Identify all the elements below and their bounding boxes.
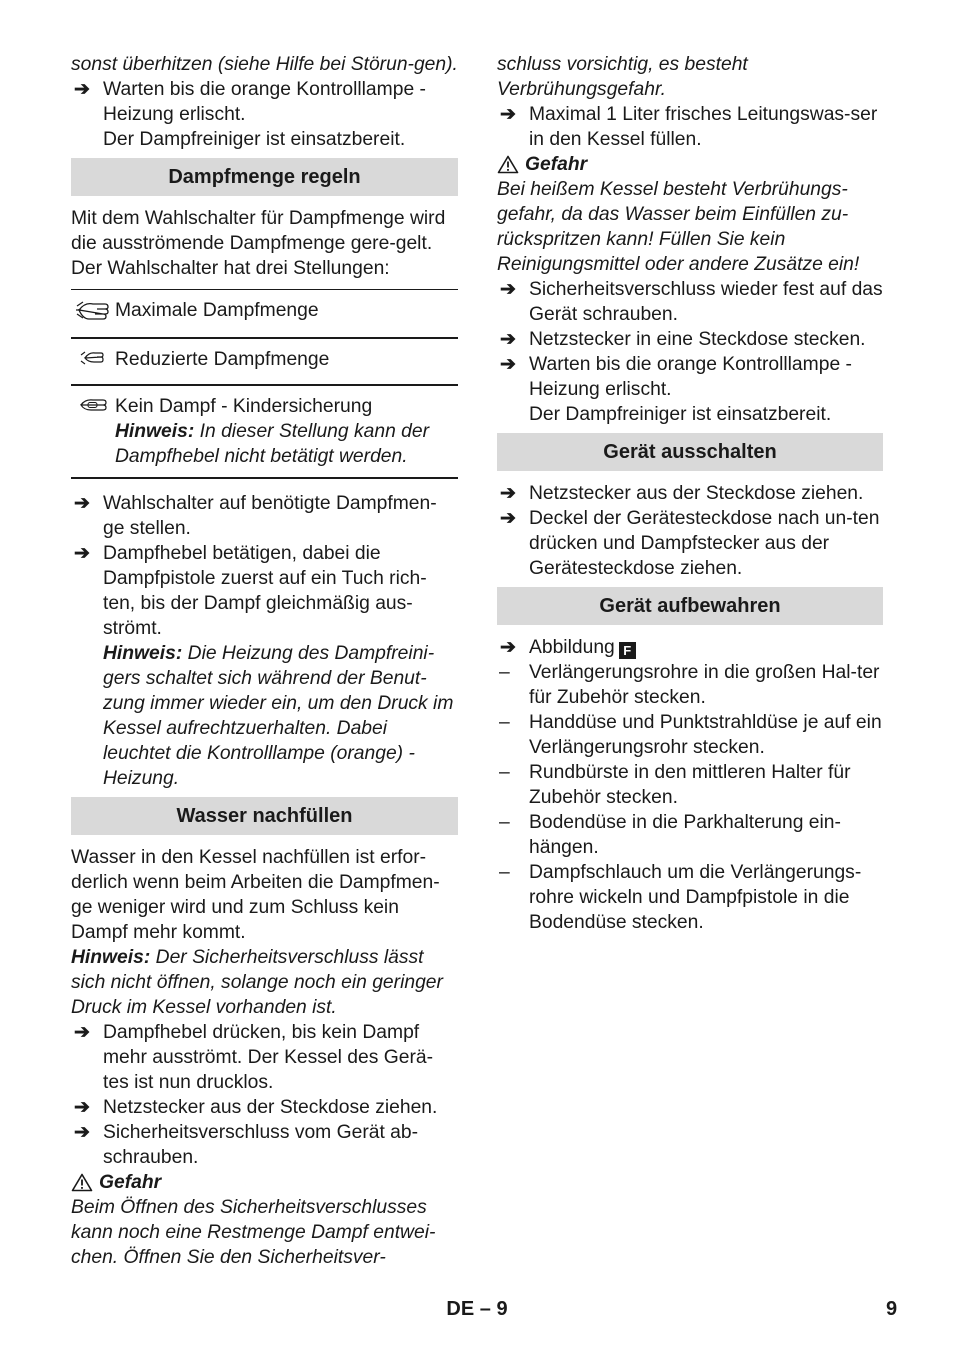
- section-heading: Gerät ausschalten: [497, 433, 883, 471]
- footer-page-label: DE – 9: [446, 1298, 508, 1320]
- table-row: [71, 290, 458, 339]
- intro-text: sonst überhitzen (siehe Hilfe bei Störun-gen).: [71, 54, 458, 75]
- table-cell: Kein Dampf - Kindersicherung Hinweis: In dieser Stellung kann der Dampfhebel nicht betätigt werden.: [115, 385, 458, 478]
- table-cell: Maximale Dampfmenge: [115, 290, 458, 339]
- arrow-right-icon: ➔: [74, 543, 90, 564]
- list-item: ➔ Netzstecker in eine Steckdose stecken.: [500, 329, 866, 350]
- steam-reduced-icon: [79, 347, 107, 369]
- list-item: ➔ Dampfhebel betätigen, dabei die Dampfpistole zuerst auf ein Tuch rich-ten, bis der Dampf gleichmäßig aus-strömt. Hinweis: Die Heizung des Dampfreini-gers schaltet sich während der Benut-zung immer wieder ein, um den Druck im Kessel aufrechtzuerhalten. Dabei leuchtet die Kontrolllampe (orange) - Heizung.: [74, 543, 454, 789]
- section-heading: Dampfmenge regeln: [71, 158, 458, 196]
- left-column: [71, 52, 458, 1270]
- right-column: [497, 52, 883, 935]
- table-row: [71, 338, 458, 385]
- list-item: – Dampfschlauch um die Verlängerungs-rohre wickeln und Dampfpistole in die Bodendüse stecken.: [499, 862, 862, 933]
- dash-bullet: –: [499, 762, 510, 783]
- arrow-right-icon: ➔: [500, 279, 516, 300]
- page-number: 9: [886, 1298, 898, 1320]
- figure-reference-badge: F: [619, 642, 636, 659]
- section-heading: Wasser nachfüllen: [71, 797, 458, 835]
- dash-bullet: –: [499, 862, 510, 883]
- dash-bullet: –: [499, 812, 510, 833]
- list-item: – Verlängerungsrohre in die großen Hal-ter für Zubehör stecken.: [499, 662, 880, 708]
- list-item: ➔ Deckel der Gerätesteckdose nach un-ten drücken und Dampfstecker aus der Gerätesteckdose ziehen.: [500, 508, 880, 579]
- warning-triangle-icon: [497, 155, 519, 174]
- list-item: ➔ Warten bis die orange Kontrolllampe - Heizung erlischt. Der Dampfreiniger ist einsatzbereit.: [74, 79, 426, 150]
- steam-off-icon: [77, 394, 109, 416]
- note: Hinweis: Der Sicherheitsverschluss lässt sich nicht öffnen, solange noch ein geringer Druck im Kessel vorhanden ist.: [71, 947, 443, 1018]
- danger-text: Beim Öffnen des Sicherheitsverschlusses kann noch eine Restmenge Dampf entwei-chen. Öffnen Sie den Sicherheitsver-: [71, 1197, 436, 1268]
- arrow-right-icon: ➔: [74, 1097, 90, 1118]
- list-item: ➔ Wahlschalter auf benötigte Dampfmen-ge stellen.: [74, 493, 437, 539]
- arrow-right-icon: ➔: [500, 104, 516, 125]
- arrow-right-icon: ➔: [74, 1122, 90, 1143]
- list-item: ➔ Abbildung F: [497, 635, 883, 660]
- list-item: ➔ Sicherheitsverschluss wieder fest auf das Gerät schrauben.: [500, 279, 883, 325]
- danger-heading: Gefahr: [497, 152, 883, 177]
- paragraph: Wasser in den Kessel nachfüllen ist erfor-derlich wenn beim Arbeiten die Dampfmen-ge weniger wird und zum Schluss kein Dampf mehr kommt.: [71, 847, 440, 943]
- arrow-right-icon: ➔: [500, 483, 516, 504]
- list-item: – Rundbürste in den mittleren Halter für Zubehör stecken.: [499, 762, 851, 808]
- dash-bullet: –: [499, 712, 510, 733]
- list-item: ➔ Dampfhebel drücken, bis kein Dampf mehr ausströmt. Der Kessel des Gerä-tes ist nun drucklos.: [74, 1022, 434, 1093]
- warning-triangle-icon: [71, 1173, 93, 1192]
- arrow-right-icon: ➔: [74, 1022, 90, 1043]
- arrow-right-icon: ➔: [74, 79, 90, 100]
- continued-text: schluss vorsichtig, es besteht Verbrühungsgefahr.: [497, 54, 748, 100]
- table-row: [71, 385, 458, 478]
- list-item: ➔ Sicherheitsverschluss vom Gerät ab-schrauben.: [74, 1122, 419, 1168]
- list-item: ➔ Warten bis die orange Kontrolllampe - Heizung erlischt. Der Dampfreiniger ist einsatzbereit.: [500, 354, 852, 425]
- steam-max-icon: [75, 298, 111, 322]
- steam-settings-table: [71, 289, 458, 479]
- danger-heading: Gefahr: [71, 1170, 458, 1195]
- dash-bullet: –: [499, 662, 510, 683]
- arrow-right-icon: ➔: [500, 354, 516, 375]
- list-item: ➔ Maximal 1 Liter frisches Leitungswas-ser in den Kessel füllen.: [500, 104, 878, 150]
- section-heading: Gerät aufbewahren: [497, 587, 883, 625]
- list-item: ➔ Netzstecker aus der Steckdose ziehen.: [74, 1097, 438, 1118]
- list-item: – Handdüse und Punktstrahldüse je auf ein Verlängerungsrohr stecken.: [499, 712, 882, 758]
- arrow-right-icon: ➔: [500, 637, 516, 658]
- arrow-right-icon: ➔: [500, 329, 516, 350]
- arrow-right-icon: ➔: [74, 493, 90, 514]
- list-item: – Bodendüse in die Parkhalterung ein-hängen.: [499, 812, 841, 858]
- list-item: ➔ Netzstecker aus der Steckdose ziehen.: [500, 483, 864, 504]
- paragraph: Mit dem Wahlschalter für Dampfmenge wird die ausströmende Dampfmenge gere-gelt. Der Wahlschalter hat drei Stellungen:: [71, 208, 446, 279]
- danger-text: Bei heißem Kessel besteht Verbrühungs-gefahr, da das Wasser beim Einfüllen zu-rückspritzen kann! Füllen Sie kein Reinigungsmittel oder andere Zusätze ein!: [497, 179, 860, 275]
- table-cell: Reduzierte Dampfmenge: [115, 338, 458, 385]
- arrow-right-icon: ➔: [500, 508, 516, 529]
